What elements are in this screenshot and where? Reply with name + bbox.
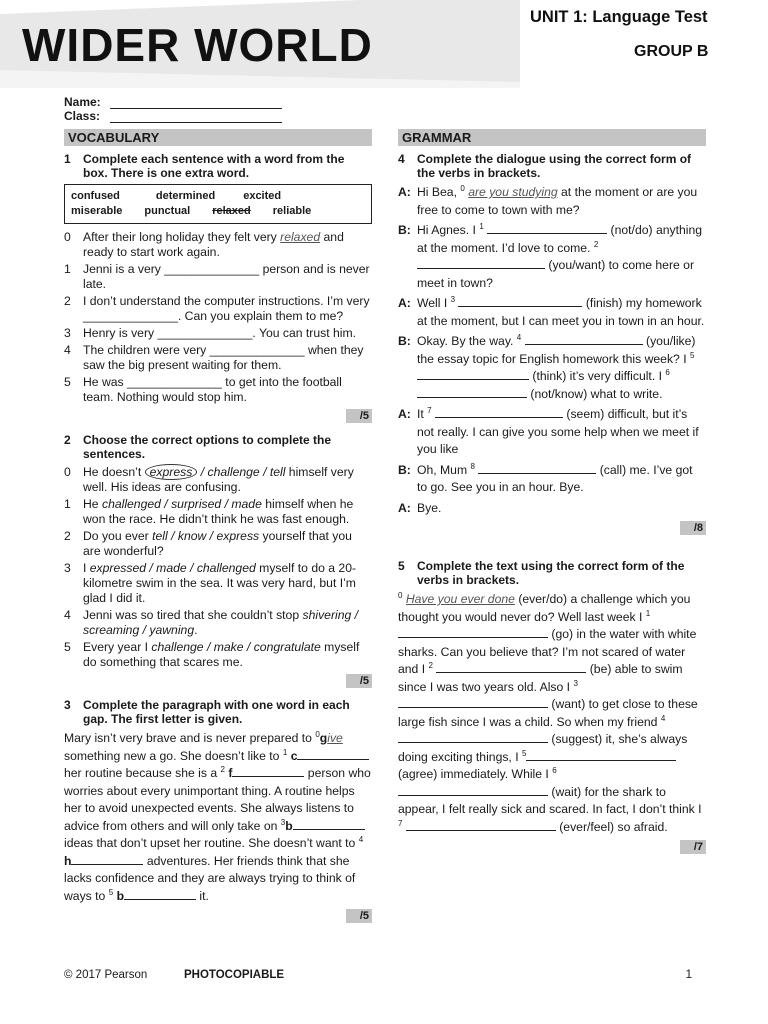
dialogue-line[interactable]: A: It $^7$ (seem) difficult, but it’s not really. I can give you some help when we meet if you like [398, 406, 699, 456]
unit-title: UNIT 1: Language Test [530, 8, 708, 26]
vocabulary-column [64, 129, 372, 933]
word-box [64, 184, 372, 224]
gap-field[interactable] [417, 369, 529, 380]
word-box-item: confused [71, 190, 120, 202]
list-item[interactable]: 5 He was ______________ to get into the football team. Nothing would stop him. [64, 375, 342, 404]
dialogue-line: A: Hi Bea, $^0$ are you studying at the moment or are you free to come to town with me? [398, 184, 698, 217]
grammar-heading: GRAMMAR [398, 129, 706, 146]
score-box: /5 [64, 909, 372, 923]
gap-field[interactable] [458, 296, 582, 307]
copyright-text: © 2017 Pearson [64, 969, 148, 981]
name-label: Name: [64, 95, 101, 109]
score-box: /8 [398, 521, 706, 535]
list-item[interactable]: 3 Henry is very ______________. You can trust him. [64, 326, 357, 340]
options-text[interactable]: expressed / made / challenged [89, 561, 256, 575]
list-item[interactable]: 1 He challenged / surprised / made himself when he won the race. He didn’t think he was fast enough. [64, 497, 354, 526]
word-box-item-used: relaxed [212, 205, 251, 217]
list-item[interactable]: 4 The children were very ______________ when they saw the big present waiting for them. [64, 343, 364, 372]
class-field[interactable] [110, 112, 282, 123]
dialogue-line[interactable]: B: Oh, Mum $^8$ (call) me. I’ve got to go. See you in an hour. Bye. [398, 461, 693, 494]
exercise-1-instruction: 1 Complete each sentence with a word from the box. There is one extra word. [64, 152, 345, 180]
gap-field[interactable] [398, 697, 548, 708]
gap-field[interactable] [398, 732, 548, 743]
exercise-5-instruction: 5 Complete the text using the correct form of the verbs in brackets. [398, 559, 685, 587]
dialogue-line[interactable]: B: Okay. By the way. $^4$ (you/like) the essay topic for English homework this week? I $^5$ (think) it’s very difficult. I $^6$ (not/know) what to write. [398, 333, 696, 401]
gap-field[interactable] [293, 819, 365, 830]
gap-field[interactable] [398, 627, 548, 638]
example-answer: relaxed [280, 230, 321, 244]
group-label: GROUP B [634, 43, 709, 60]
gap-field[interactable] [124, 889, 196, 900]
word-box-item: miserable [71, 205, 123, 217]
vocabulary-heading: VOCABULARY [64, 129, 372, 146]
exercise-3-paragraph: Mary isn’t very brave and is never prepared to $^0$give something new a go. She doesn’t like to $^1$ c her routine because she is a $^2$ f person who worries about every unimportant thing. A routine helps her to avoid unexpected events. She always listens to advice from others and will only take on $^3$b ideas that don’t upset her routine. She doesn’t want to $^4$ h adventures. Her friends think that she lacks confidence and they are always trying to think of ways to $^5$ b it. [64, 730, 371, 903]
class-label: Class: [64, 109, 101, 123]
circled-answer: express [145, 464, 198, 480]
exercise-2-instruction: 2 Choose the correct options to complete the sentences. [64, 433, 332, 461]
exercise-3-instruction: 3 Complete the paragraph with one word in each gap. The first letter is given. [64, 698, 350, 726]
list-item[interactable]: 5 Every year I challenge / make / congratulate myself do something that scares me. [64, 640, 360, 669]
gap-field[interactable] [71, 854, 143, 865]
gap-field[interactable] [526, 750, 676, 761]
gap-field[interactable] [406, 820, 556, 831]
score-box: /7 [398, 840, 706, 854]
score-box: /5 [64, 674, 372, 688]
gap-field[interactable] [232, 766, 304, 777]
dialogue-line: A: Bye. [398, 500, 442, 515]
gap-field[interactable] [487, 223, 607, 234]
list-item[interactable]: 3 I expressed / made / challenged myself to do a 20-kilometre swim in the sea. It was very hard, but I’m glad I did it. [64, 561, 357, 605]
options-text[interactable]: challenge / make / congratulate [151, 640, 321, 654]
score-box: /5 [64, 409, 372, 423]
gap-field[interactable] [417, 258, 545, 269]
example-answer: ive [327, 731, 343, 745]
word-box-item: reliable [272, 205, 312, 217]
grammar-column [398, 129, 706, 864]
options-text[interactable]: challenged / surprised / made [101, 497, 262, 511]
word-box-item: punctual [144, 205, 191, 217]
gap-field[interactable] [398, 785, 548, 796]
dialogue-line[interactable]: A: Well I $^3$ (finish) my homework at the moment, but I can meet you in town in an hour. [398, 295, 705, 328]
dialogue-line[interactable]: B: Hi Agnes. I $^1$ (not/do) anything at the moment. I’d love to come. $^2$ (you/want) to come here or meet in town? [398, 222, 703, 290]
list-item: 0 After their long holiday they felt very relaxed and ready to start work again. [64, 230, 344, 259]
exercise-4-instruction: 4 Complete the dialogue using the correct form of the verbs in brackets. [398, 152, 692, 180]
gap-field[interactable] [297, 749, 369, 760]
options-text[interactable]: tell / know / express [152, 529, 260, 543]
list-item[interactable]: 1 Jenni is a very ______________ person and is never late. [64, 262, 370, 291]
gap-field[interactable] [417, 387, 527, 398]
gap-field[interactable] [435, 407, 563, 418]
options-text[interactable]: shivering / screaming / yawning [83, 608, 359, 637]
list-item[interactable]: 2 I don’t understand the computer instructions. I’m very ______________. Can you explain them to me? [64, 294, 370, 323]
word-box-item: excited [243, 190, 282, 202]
page-number: 1 [685, 969, 692, 981]
name-field[interactable] [110, 98, 282, 109]
list-item[interactable]: 4 Jenni was so tired that she couldn’t stop shivering / screaming / yawning. [64, 608, 359, 637]
exercise-5-paragraph: $^0$ Have you ever done (ever/do) a challenge which you thought you would never do? Well last week I $^1$ (go) in the water with white sharks. Can you believe that? I’m not scared of water and I $^2$ (be) able to swim since I was two years old. Also I $^3$ (want) to get close to these large fish since I was a child. So when my friend $^4$ (suggest) it, she’s always doing exciting things, I $^5$ (agree) immediately. While I $^6$ (wait) for the shark to appear, I felt really sick and scared. In fact, I don’t think I $^7$ (ever/feel) so afraid. [398, 591, 702, 834]
student-info [64, 95, 282, 123]
photocopiable-label: PHOTOCOPIABLE [184, 969, 285, 981]
example-answer: are you studying [468, 185, 558, 199]
example-answer: Have you ever done [405, 592, 515, 606]
list-item[interactable]: 2 Do you ever tell / know / express yourself that you are wonderful? [64, 529, 352, 558]
list-item: 0 He doesn’t express / challenge / tell himself very well. His ideas are confusing. [64, 465, 354, 494]
wider-world-logo: WIDER WORLD [22, 19, 373, 71]
gap-field[interactable] [525, 334, 643, 345]
gap-field[interactable] [436, 662, 586, 673]
gap-field[interactable] [478, 463, 596, 474]
word-box-item: determined [155, 190, 216, 202]
